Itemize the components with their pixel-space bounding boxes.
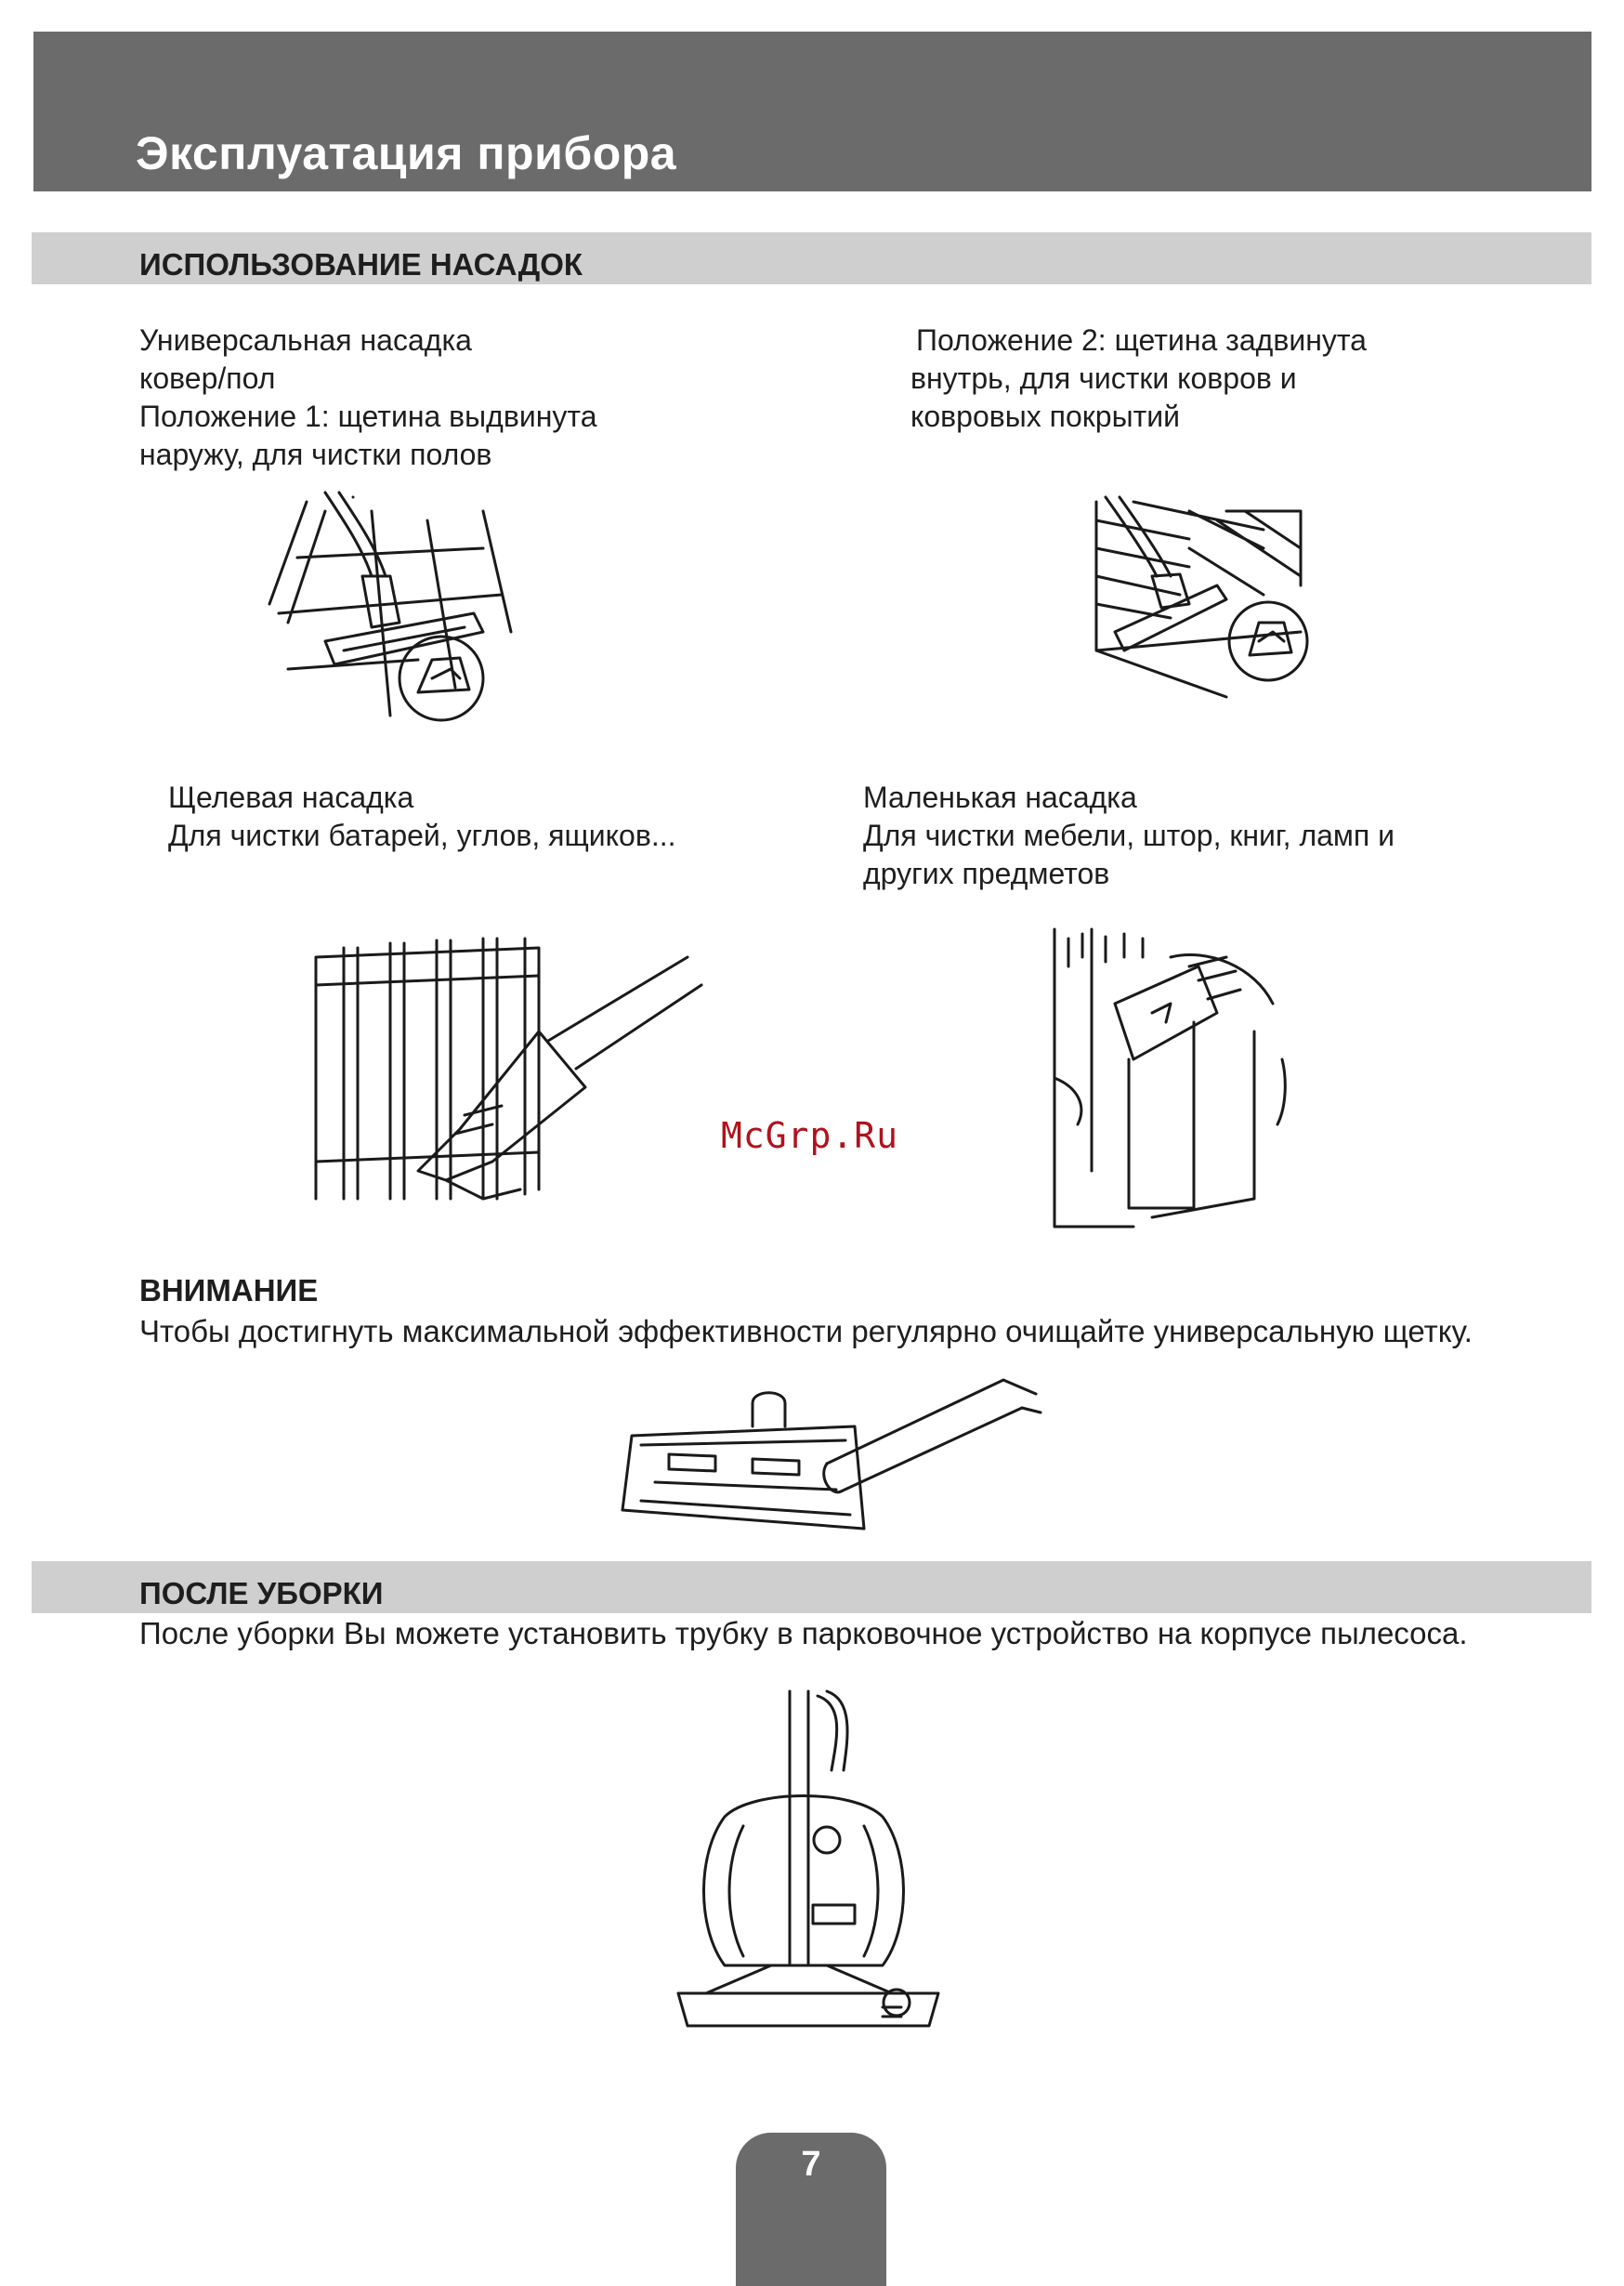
attention-title: ВНИМАНИЕ [139,1273,319,1307]
text-line: Для чистки батарей, углов, ящиков... [168,819,676,852]
section-title-after-cleaning: ПОСЛЕ УБОРКИ [139,1576,384,1610]
text-line: Маленькая насадка [863,781,1137,814]
page-title: Эксплуатация прибора [136,127,677,179]
brush-cleaning-illustration [613,1371,1041,1557]
section-title-attachments: ИСПОЛЬЗОВАНИЕ НАСАДОК [139,247,583,282]
after-cleaning-text: После уборки Вы можете установить трубку в парковочное устройство на корпусе пылесоса. [139,1616,1468,1650]
text-line: Положение 2: щетина задвинута [916,323,1367,357]
text-line: Положение 1: щетина выдвинута [139,400,597,433]
attention-text: Чтобы достигнуть максимальной эффективности регулярно очищайте универсальную щетку. [139,1314,1473,1348]
position2-text [910,322,1367,436]
text-line: Универсальная насадка [139,323,472,357]
carpet-brush-illustration [1078,493,1319,706]
vacuum-parked-illustration [669,1687,948,2058]
crevice-nozzle-text [168,779,676,855]
text-line: ковровых покрытий [910,400,1180,433]
text-line: наружу, для чистки полов [139,438,492,471]
curtain-small-nozzle-illustration [1050,929,1310,1236]
small-nozzle-text [863,779,1395,893]
text-line: внутрь, для чистки ковров и [910,361,1297,395]
radiator-crevice-illustration [307,929,697,1208]
text-line: ковер/пол [139,361,276,395]
text-line: Для чистки мебели, штор, книг, ламп и [863,819,1395,852]
universal-nozzle-text [139,322,596,474]
floor-brush-illustration [269,493,530,734]
text-line: Щелевая насадка [168,781,414,814]
page-number: 7 [801,2145,821,2184]
watermark: McGrp.Ru [721,1115,899,1156]
text-line: других предметов [863,857,1110,890]
